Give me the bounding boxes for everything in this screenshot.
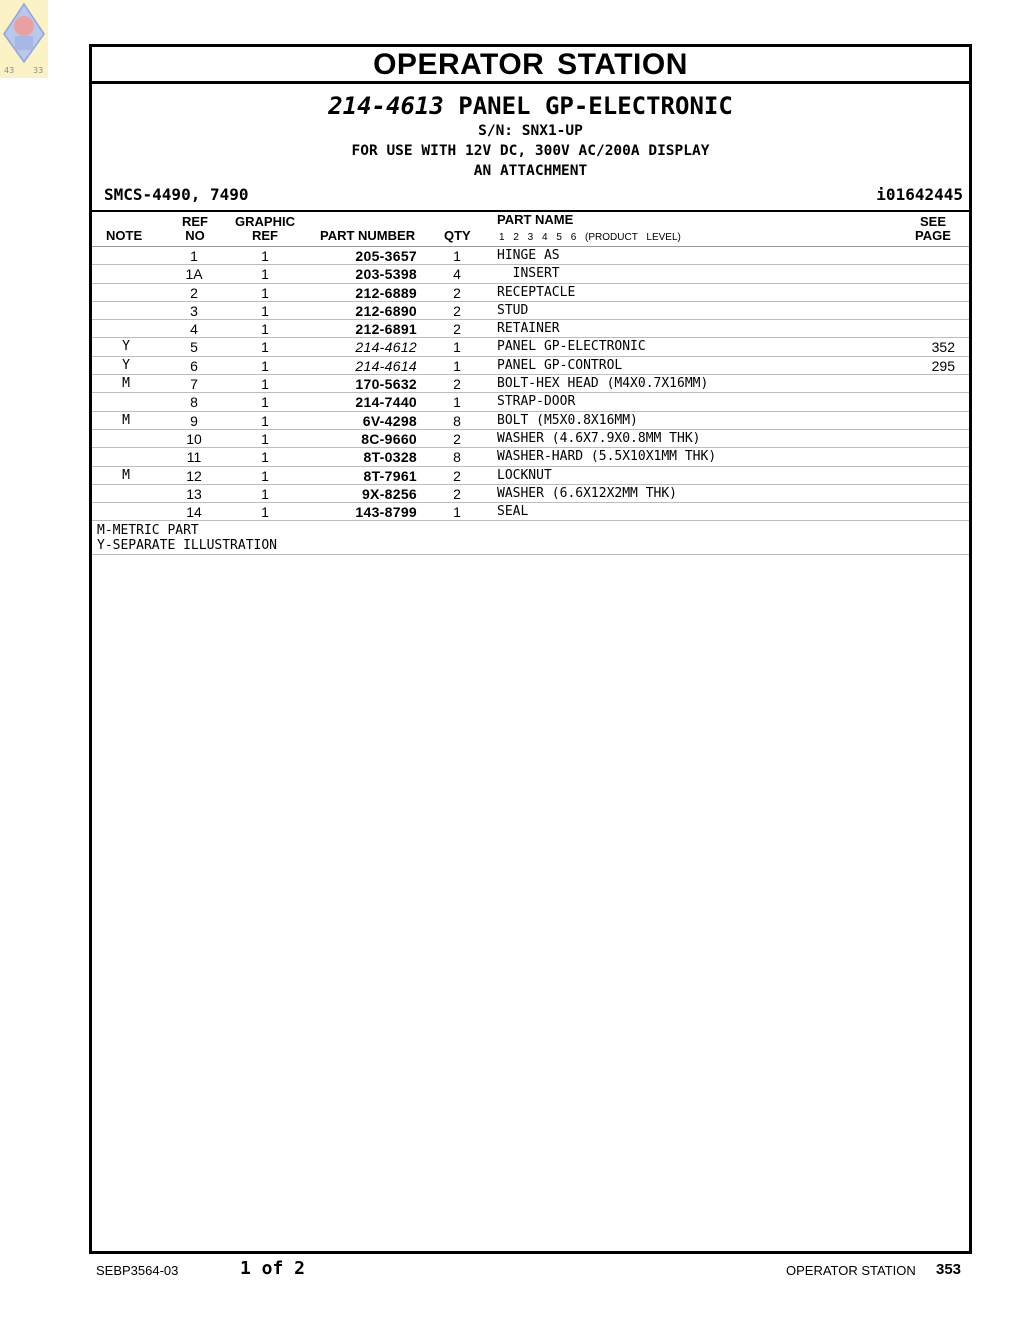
note-cell: M bbox=[122, 412, 130, 428]
table-row bbox=[92, 284, 969, 302]
graphic-ref-cell: 1 bbox=[261, 248, 269, 264]
table-row bbox=[92, 503, 969, 521]
note-cell: Y bbox=[122, 339, 130, 355]
part-number-cell: 214-4614 bbox=[355, 357, 417, 374]
ref-no-cell: 6 bbox=[190, 357, 198, 374]
parts-page-frame bbox=[89, 44, 972, 1254]
assembly-part-number: 214-4613 bbox=[328, 92, 444, 120]
col-see-top: SEE bbox=[919, 214, 946, 229]
part-number-cell: 205-3657 bbox=[355, 248, 417, 264]
col-see-bottom: PAGE bbox=[915, 228, 951, 243]
part-name-cell: INSERT bbox=[497, 266, 560, 282]
qty-cell: 2 bbox=[453, 467, 461, 484]
ref-no-cell: 2 bbox=[190, 284, 198, 301]
table-row bbox=[92, 485, 969, 503]
ref-no-cell: 10 bbox=[186, 430, 202, 447]
part-name-cell: PANEL GP-CONTROL bbox=[497, 357, 623, 373]
qty-cell: 1 bbox=[453, 248, 461, 264]
part-number-cell: 212-6889 bbox=[355, 284, 417, 301]
ref-no-cell: 1 bbox=[190, 248, 198, 264]
qty-cell: 2 bbox=[453, 485, 461, 502]
ref-no-cell: 5 bbox=[190, 339, 198, 356]
part-name-cell: BOLT-HEX HEAD (M4X0.7X16MM) bbox=[497, 376, 709, 392]
part-name-cell: SEAL bbox=[497, 504, 529, 520]
part-number-cell: 143-8799 bbox=[355, 504, 417, 521]
qty-cell: 1 bbox=[453, 357, 461, 374]
serial-number: S/N: SNX1-UP bbox=[478, 123, 583, 139]
ref-no-cell: 11 bbox=[186, 449, 202, 466]
qty-cell: 4 bbox=[453, 266, 461, 283]
table-row bbox=[92, 375, 969, 393]
page-number: 353 bbox=[936, 1261, 962, 1278]
notes-legend bbox=[92, 521, 969, 555]
qty-cell: 1 bbox=[453, 394, 461, 411]
page-of: 1 of 2 bbox=[240, 1258, 306, 1279]
part-name-cell: RETAINER bbox=[497, 321, 560, 337]
qty-cell: 1 bbox=[453, 504, 461, 521]
part-name-cell: BOLT (M5X0.8X16MM) bbox=[497, 412, 638, 428]
col-note: NOTE bbox=[106, 228, 143, 243]
part-name-cell: PANEL GP-ELECTRONIC bbox=[497, 339, 646, 355]
graphic-ref-cell: 1 bbox=[261, 394, 269, 411]
qty-cell: 2 bbox=[453, 376, 461, 393]
note-metric: M-METRIC PART bbox=[97, 523, 199, 539]
ref-no-cell: 9 bbox=[190, 412, 198, 429]
graphic-ref-cell: 1 bbox=[261, 467, 269, 484]
part-name-cell: RECEPTACLE bbox=[497, 284, 576, 300]
graphic-ref-cell: 1 bbox=[261, 357, 269, 374]
col-part-number: PART NUMBER bbox=[320, 228, 416, 243]
assembly-header bbox=[92, 84, 969, 212]
table-row bbox=[92, 265, 969, 283]
ref-no-cell: 7 bbox=[190, 376, 198, 393]
part-number-cell: 9X-8256 bbox=[361, 485, 417, 502]
ref-no-cell: 14 bbox=[186, 504, 202, 521]
part-number-cell: 8C-9660 bbox=[361, 430, 417, 447]
ref-no-cell: 13 bbox=[186, 485, 202, 502]
graphic-ref-cell: 1 bbox=[261, 449, 269, 466]
table-row bbox=[92, 467, 969, 485]
graphic-ref-cell: 1 bbox=[261, 339, 269, 356]
qty-cell: 2 bbox=[453, 302, 461, 319]
qty-cell: 1 bbox=[453, 339, 461, 356]
graphic-ref-cell: 1 bbox=[261, 302, 269, 319]
table-row bbox=[92, 320, 969, 338]
see-page-cell: 352 bbox=[931, 339, 955, 356]
table-row bbox=[92, 448, 969, 466]
parts-table-body bbox=[92, 247, 969, 521]
part-number-cell: 170-5632 bbox=[355, 376, 417, 393]
table-row bbox=[92, 338, 969, 356]
table-row bbox=[92, 430, 969, 448]
ref-no-cell: 4 bbox=[190, 321, 198, 338]
graphic-ref-cell: 1 bbox=[261, 284, 269, 301]
graphic-ref-cell: 1 bbox=[261, 504, 269, 521]
graphic-ref-cell: 1 bbox=[261, 430, 269, 447]
table-row bbox=[92, 302, 969, 320]
see-page-cell: 295 bbox=[931, 357, 955, 374]
col-part-name: PART NAME bbox=[497, 212, 574, 227]
note-separate-illustration: Y-SEPARATE ILLUSTRATION bbox=[97, 538, 278, 554]
logo-number-right: 33 bbox=[33, 66, 44, 75]
usage-line: FOR USE WITH 12V DC, 300V AC/200A DISPLAY bbox=[351, 143, 710, 159]
part-name-cell: HINGE AS bbox=[497, 248, 560, 263]
graphic-ref-cell: 1 bbox=[261, 376, 269, 393]
qty-cell: 2 bbox=[453, 321, 461, 338]
graphic-ref-cell: 1 bbox=[261, 266, 269, 283]
assembly-part-name: PANEL GP-ELECTRONIC bbox=[458, 92, 733, 120]
part-number-cell: 6V-4298 bbox=[362, 412, 417, 429]
table-row bbox=[92, 247, 969, 265]
page-footer bbox=[0, 1258, 1020, 1282]
ref-no-cell: 12 bbox=[186, 467, 202, 484]
part-name-cell: STUD bbox=[497, 302, 529, 318]
logo-number-left: 43 bbox=[4, 66, 15, 75]
table-header bbox=[92, 212, 969, 247]
part-number-cell: 8T-0328 bbox=[363, 449, 417, 466]
note-cell: M bbox=[122, 467, 130, 483]
col-graphic-bottom: REF bbox=[252, 228, 278, 243]
qty-cell: 8 bbox=[453, 449, 461, 466]
ref-no-cell: 1A bbox=[185, 266, 203, 283]
part-name-cell: WASHER (6.6X12X2MM THK) bbox=[497, 485, 678, 501]
page-title: OPERATOR STATION bbox=[92, 47, 969, 84]
col-graphic-top: GRAPHIC bbox=[235, 214, 295, 229]
col-ref-top: REF bbox=[182, 214, 208, 229]
part-number-cell: 8T-7961 bbox=[363, 467, 417, 484]
illustration-id: i01642445 bbox=[876, 185, 963, 204]
part-number-cell: 212-6890 bbox=[355, 302, 417, 319]
col-ref-bottom: NO bbox=[185, 228, 205, 243]
col-product-levels: 1 2 3 4 5 6 (PRODUCT LEVEL) bbox=[499, 232, 681, 243]
graphic-ref-cell: 1 bbox=[261, 321, 269, 338]
watermark-logo bbox=[0, 0, 48, 78]
part-name-cell: LOCKNUT bbox=[497, 467, 552, 483]
qty-cell: 2 bbox=[453, 284, 461, 301]
attachment-line: AN ATTACHMENT bbox=[473, 163, 588, 179]
qty-cell: 2 bbox=[453, 430, 461, 447]
table-row bbox=[92, 393, 969, 411]
part-name-cell: WASHER (4.6X7.9X0.8MM THK) bbox=[497, 430, 701, 446]
smcs-code: SMCS-4490, 7490 bbox=[104, 185, 249, 204]
footer-section: OPERATOR STATION bbox=[786, 1263, 916, 1278]
part-number-cell: 203-5398 bbox=[355, 266, 417, 283]
graphic-ref-cell: 1 bbox=[261, 412, 269, 429]
document-number: SEBP3564-03 bbox=[96, 1263, 179, 1278]
part-number-cell: 212-6891 bbox=[355, 321, 417, 338]
note-cell: Y bbox=[122, 357, 130, 373]
part-name-cell: STRAP-DOOR bbox=[497, 394, 576, 410]
ref-no-cell: 8 bbox=[190, 394, 198, 411]
assembly-title bbox=[92, 92, 969, 120]
col-qty: QTY bbox=[444, 228, 471, 243]
qty-cell: 8 bbox=[453, 412, 461, 429]
graphic-ref-cell: 1 bbox=[261, 485, 269, 502]
table-row bbox=[92, 412, 969, 430]
part-number-cell: 214-4612 bbox=[355, 339, 417, 356]
note-cell: M bbox=[122, 376, 130, 392]
part-name-cell: WASHER-HARD (5.5X10X1MM THK) bbox=[497, 449, 717, 465]
part-number-cell: 214-7440 bbox=[355, 394, 417, 411]
ref-no-cell: 3 bbox=[190, 302, 198, 319]
table-row bbox=[92, 357, 969, 375]
